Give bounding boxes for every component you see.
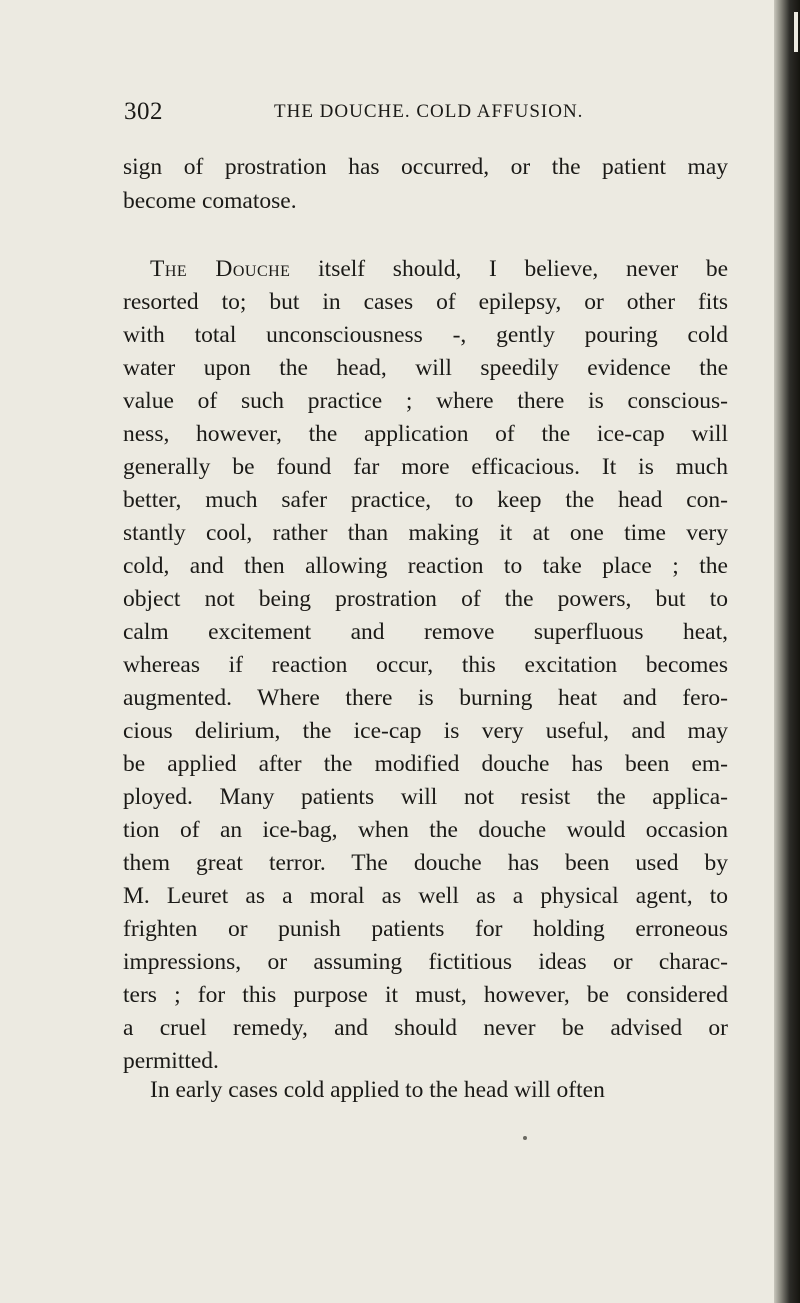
edge-mark [794,12,798,52]
section-lead: The Douche [150,256,291,282]
text-line: tion of an ice-bag, when the douche would occasion [123,817,728,843]
print-speck [523,1136,527,1140]
page-number: 302 [124,98,163,125]
text-line: ters ; for this purpose it must, however, be considered [123,982,728,1008]
text-line: be applied after the modified douche has been em- [123,751,728,777]
text-line: with total unconsciousness -, gently pouring cold [123,322,728,348]
text-line: become comatose. [123,188,297,214]
text-line: frighten or punish patients for holding erroneous [123,916,728,942]
running-title: THE DOUCHE. COLD AFFUSION. [274,101,584,122]
text-line-continuation: itself should, I believe, never be [318,256,728,282]
text-line: object not being prostration of the powers, but to [123,586,728,612]
text-line: ness, however, the application of the ice-cap will [123,421,728,447]
text-line: sign of prostration has occurred, or the patient may [123,154,728,180]
text-line: cold, and then allowing reaction to take place ; the [123,553,728,579]
text-line: a cruel remedy, and should never be advised or [123,1015,728,1041]
text-line: water upon the head, will speedily evidence the [123,355,728,381]
text-line: impressions, or assuming fictitious ideas or charac- [123,949,728,975]
text-line: augmented. Where there is burning heat and fero- [123,685,728,711]
text-line: cious delirium, the ice-cap is very useful, and may [123,718,728,744]
text-line: M. Leuret as a moral as well as a physical agent, to [123,883,728,909]
text-line: generally be found far more efficacious. It is much [123,454,728,480]
text-line: ployed. Many patients will not resist the applica- [123,784,728,810]
text-line [150,254,728,284]
text-line: better, much safer practice, to keep the head con- [123,487,728,513]
text-line: them great terror. The douche has been used by [123,850,728,876]
text-line: value of such practice ; where there is conscious- [123,388,728,414]
text-line: In early cases cold applied to the head will often [150,1077,605,1103]
text-line: resorted to; but in cases of epilepsy, or other fits [123,289,728,315]
binding-edge [774,0,800,1303]
running-head [124,98,774,130]
text-line: calm excitement and remove superfluous heat, [123,619,728,645]
text-line: whereas if reaction occur, this excitation becomes [123,652,728,678]
text-line: stantly cool, rather than making it at one time very [123,520,728,546]
text-line: permitted. [123,1048,219,1074]
